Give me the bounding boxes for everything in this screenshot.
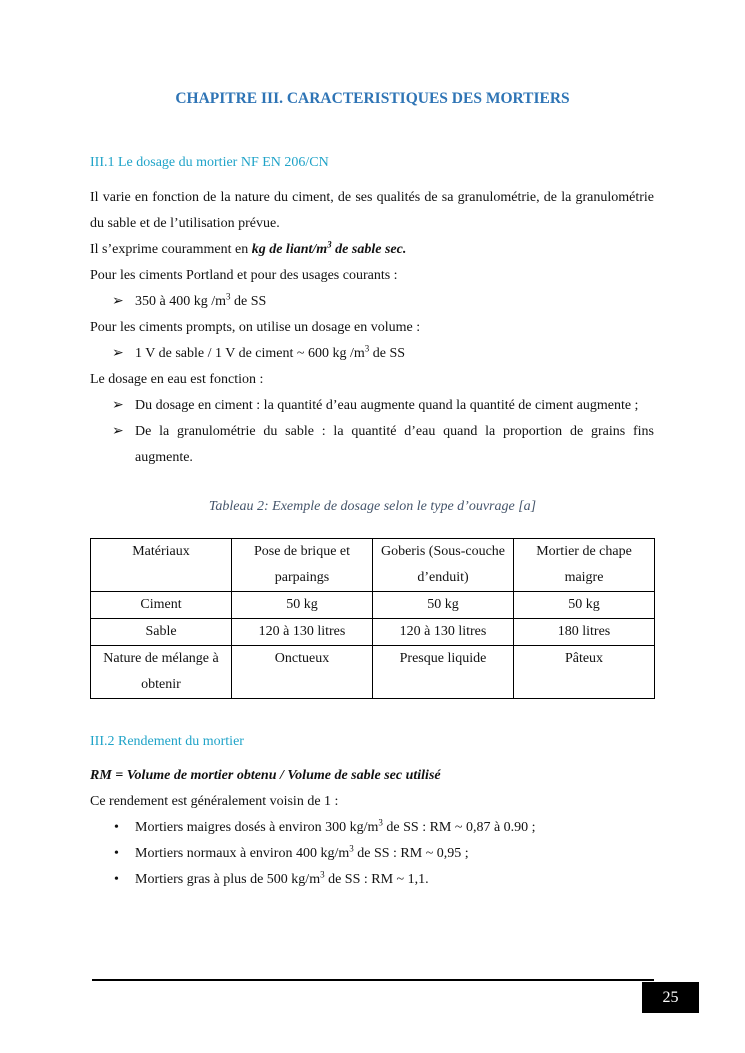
section-heading-rendement: III.2 Rendement du mortier — [90, 734, 244, 749]
chapter-title: CHAPITRE III. CARACTERISTIQUES DES MORTIERS — [175, 90, 570, 107]
table-header-cell: Goberis (Sous-couche d’enduit) — [373, 539, 514, 592]
table-header-cell: Matériaux — [91, 539, 232, 592]
paragraph: Pour les ciments Portland et pour des usages courants : — [90, 268, 398, 283]
paragraph: Il s’exprime couramment en kg de liant/$m^3$ de sable sec. — [90, 239, 407, 257]
table-cell: 50 kg — [514, 592, 655, 619]
table-row — [91, 646, 655, 699]
table-cell: Onctueux — [232, 646, 373, 699]
table-cell: 50 kg — [232, 592, 373, 619]
dosage-table — [90, 538, 655, 699]
list-item: ➢ Du dosage en ciment : la quantité d’eau augmente quand la quantité de ciment augmente ; — [90, 393, 654, 419]
table-header-cell: Pose de brique et parpaings — [232, 539, 373, 592]
bullet-dot-icon: • — [114, 872, 119, 887]
table-caption: Tableau 2: Exemple de dosage selon le type d’ouvrage [a] — [208, 499, 537, 514]
list-item: • Mortiers normaux à environ 400 $kg/m^3$ de SS : RM ~ 0,95 ; — [90, 841, 654, 867]
section-dosage-body — [90, 185, 654, 471]
arrow-bullet-icon: ➢ — [112, 294, 124, 309]
list-item: • Mortiers maigres dosés à environ 300 $kg/m^3$ de SS : RM ~ 0,87 à 0.90 ; — [90, 815, 654, 841]
paragraph: Pour les ciments prompts, on utilise un dosage en volume : — [90, 320, 421, 335]
list-item: • Mortiers gras à plus de 500 $kg/m^3$ de SS : RM ~ 1,1. — [90, 867, 654, 893]
bullet-dot-icon: • — [114, 846, 119, 861]
paragraph: Le dosage en eau est fonction : — [90, 372, 264, 387]
list-item: ➢ 1 V de sable / 1 V de ciment ~ 600 kg $/m^3$ de SS — [90, 341, 654, 367]
table-cell: Nature de mélange à obtenir — [91, 646, 232, 699]
arrow-bullet-icon: ➢ — [112, 424, 124, 439]
section-heading-dosage: III.1 Le dosage du mortier NF EN 206/CN — [90, 155, 329, 170]
arrow-bullet-icon: ➢ — [112, 398, 124, 413]
footer-divider — [92, 979, 654, 981]
list-item: ➢ 350 à 400 kg $/m^3$ de SS — [90, 289, 654, 315]
table-cell: Ciment — [91, 592, 232, 619]
section-rendement-body — [90, 763, 654, 893]
paragraph: Il varie en fonction de la nature du ciment, de ses qualités de sa granulométrie, de la granulométrie du sable et de l’utilisation prévue. — [90, 190, 654, 231]
table-cell: Pâteux — [514, 646, 655, 699]
table-cell: 120 à 130 litres — [232, 619, 373, 646]
table-cell: 50 kg — [373, 592, 514, 619]
table-cell: 180 litres — [514, 619, 655, 646]
page-number: 25 — [642, 982, 699, 1013]
table-row — [91, 619, 655, 646]
table-cell: 120 à 130 litres — [373, 619, 514, 646]
table-cell: Sable — [91, 619, 232, 646]
arrow-bullet-icon: ➢ — [112, 346, 124, 361]
list-item: ➢ De la granulométrie du sable : la quantité d’eau quand la proportion de grains fins augmente. — [90, 419, 654, 471]
bullet-dot-icon: • — [114, 820, 119, 835]
table-header-row — [91, 539, 655, 592]
paragraph: Ce rendement est généralement voisin de 1 : — [90, 794, 339, 809]
table-header-cell: Mortier de chape maigre — [514, 539, 655, 592]
table-row — [91, 592, 655, 619]
formula: RM = Volume de mortier obtenu / Volume de sable sec utilisé — [90, 768, 441, 783]
table-cell: Presque liquide — [373, 646, 514, 699]
